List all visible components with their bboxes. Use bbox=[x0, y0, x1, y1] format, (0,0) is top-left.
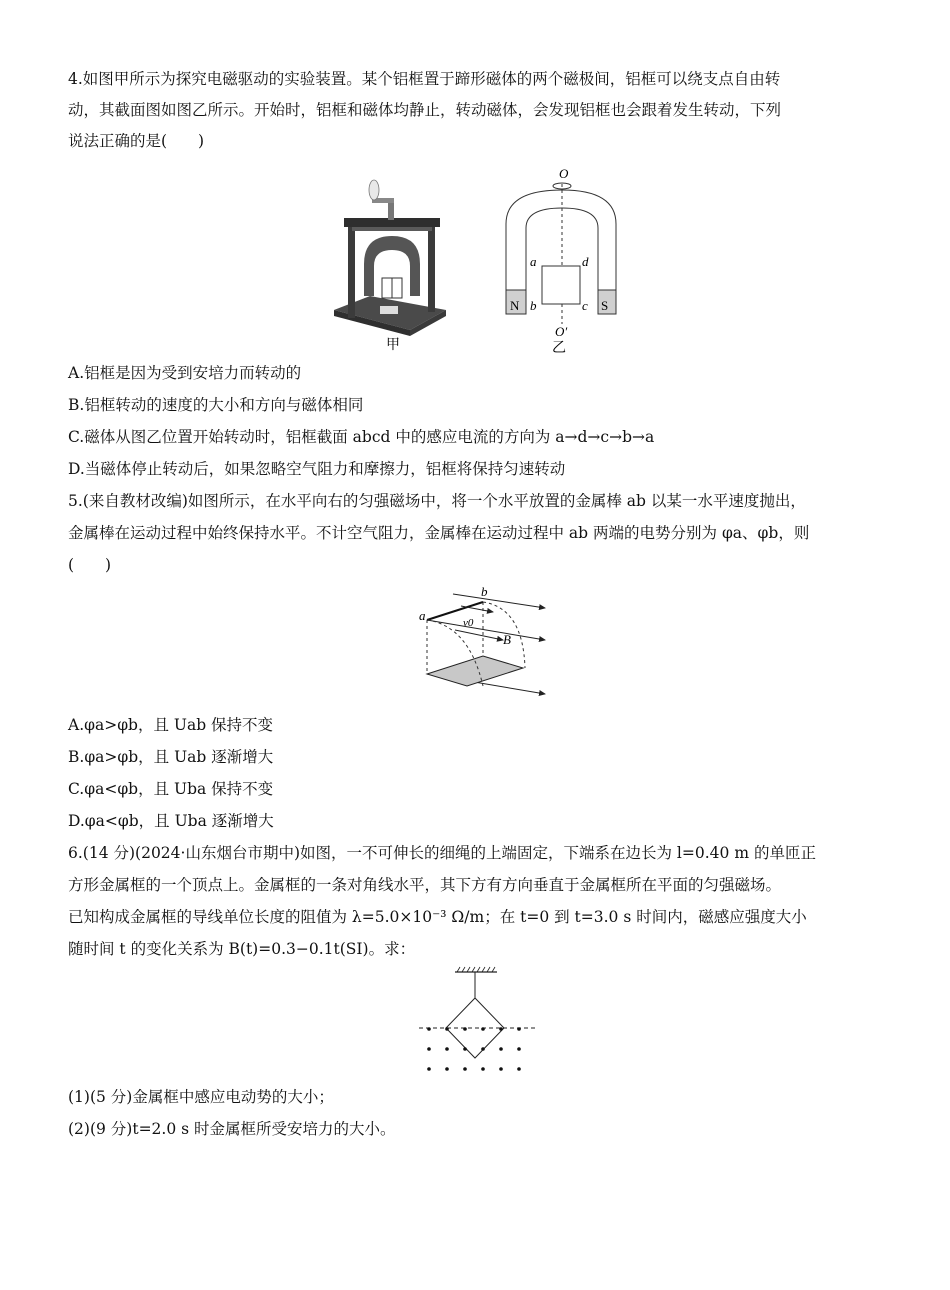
q5-option-b: B.φa>φb，且 Uab 逐渐增大 bbox=[68, 748, 274, 766]
q6-stem-line4: 随时间 t 的变化关系为 B(t)=0.3−0.1t(SI)。求： bbox=[68, 940, 416, 958]
fig-jia-label: 甲 bbox=[386, 338, 400, 353]
figure-q6 bbox=[415, 966, 540, 1078]
q4-option-d: D.当磁体停止转动后，如果忽略空气阻力和摩擦力，铝框将保持匀速转动 bbox=[68, 460, 566, 478]
label-S: S bbox=[601, 298, 609, 313]
label-b: b bbox=[481, 584, 488, 599]
label-B: B bbox=[503, 632, 511, 647]
q5-option-c: C.φa<φb，且 Uba 保持不变 bbox=[68, 780, 274, 798]
q5-stem-line2: 金属棒在运动过程中始终保持水平。不计空气阻力，金属棒在运动过程中 ab 两端的电势分别为 φa、φb，则 bbox=[68, 524, 810, 542]
label-b: b bbox=[530, 298, 537, 313]
q5-option-d: D.φa<φb，且 Uba 逐渐增大 bbox=[68, 812, 274, 830]
q6-stem-line2: 方形金属框的一个顶点上。金属框的一条对角线水平，其下方有方向垂直于金属框所在平面的匀强磁场。 bbox=[68, 876, 782, 894]
label-v0: v0 bbox=[463, 617, 474, 629]
q5-stem-line1: 5.(来自教材改编)如图所示，在水平向右的匀强磁场中，将一个水平放置的金属棒 ab 以某一水平速度抛出， bbox=[68, 492, 806, 510]
q5-option-a: A.φa>φb，且 Uab 保持不变 bbox=[68, 716, 274, 734]
q4-option-b: B.铝框转动的速度的大小和方向与磁体相同 bbox=[68, 396, 364, 414]
q4-stem-line2: 动，其截面图如图乙所示。开始时，铝框和磁体均静止，转动磁体，会发现铝框也会跟着发生转动，下列 bbox=[68, 101, 782, 119]
figure-jia bbox=[330, 178, 450, 353]
q4-stem-line1: 4.如图甲所示为探究电磁驱动的实验装置。某个铝框置于蹄形磁体的两个磁极间，铝框可以绕支点自由转 bbox=[68, 70, 781, 88]
q4-option-a: A.铝框是因为受到安培力而转动的 bbox=[68, 364, 302, 382]
q6-stem-line3: 已知构成金属框的导线单位长度的阻值为 λ=5.0×10⁻³ Ω/m；在 t=0 到 t=3.0 s 时间内，磁感应强度大小 bbox=[68, 908, 807, 926]
q6-sub2: (2)(9 分)t=2.0 s 时金属框所受安培力的大小。 bbox=[68, 1120, 396, 1138]
label-O-prime: O′ bbox=[555, 324, 568, 339]
figure-q5 bbox=[405, 582, 550, 704]
q4-stem-line3: 说法正确的是( ) bbox=[68, 132, 205, 150]
q6-sub1: (1)(5 分)金属框中感应电动势的大小； bbox=[68, 1088, 334, 1106]
fig-yi-label: 乙 bbox=[552, 341, 566, 356]
q5-stem-line3: ( ) bbox=[68, 556, 112, 574]
q6-stem-line1: 6.(14 分)(2024·山东烟台市期中)如图，一不可伸长的细绳的上端固定，下端系在边长为 l=0.40 m 的单匝正 bbox=[68, 844, 816, 862]
label-a: a bbox=[530, 254, 537, 269]
label-O: O bbox=[559, 166, 569, 181]
label-a: a bbox=[419, 608, 426, 623]
figure-yi bbox=[500, 162, 620, 357]
label-c: c bbox=[582, 298, 588, 313]
label-N: N bbox=[510, 298, 520, 313]
q4-option-c: C.磁体从图乙位置开始转动时，铝框截面 abcd 中的感应电流的方向为 a→d→c→b→a bbox=[68, 428, 655, 446]
label-d: d bbox=[582, 254, 589, 269]
